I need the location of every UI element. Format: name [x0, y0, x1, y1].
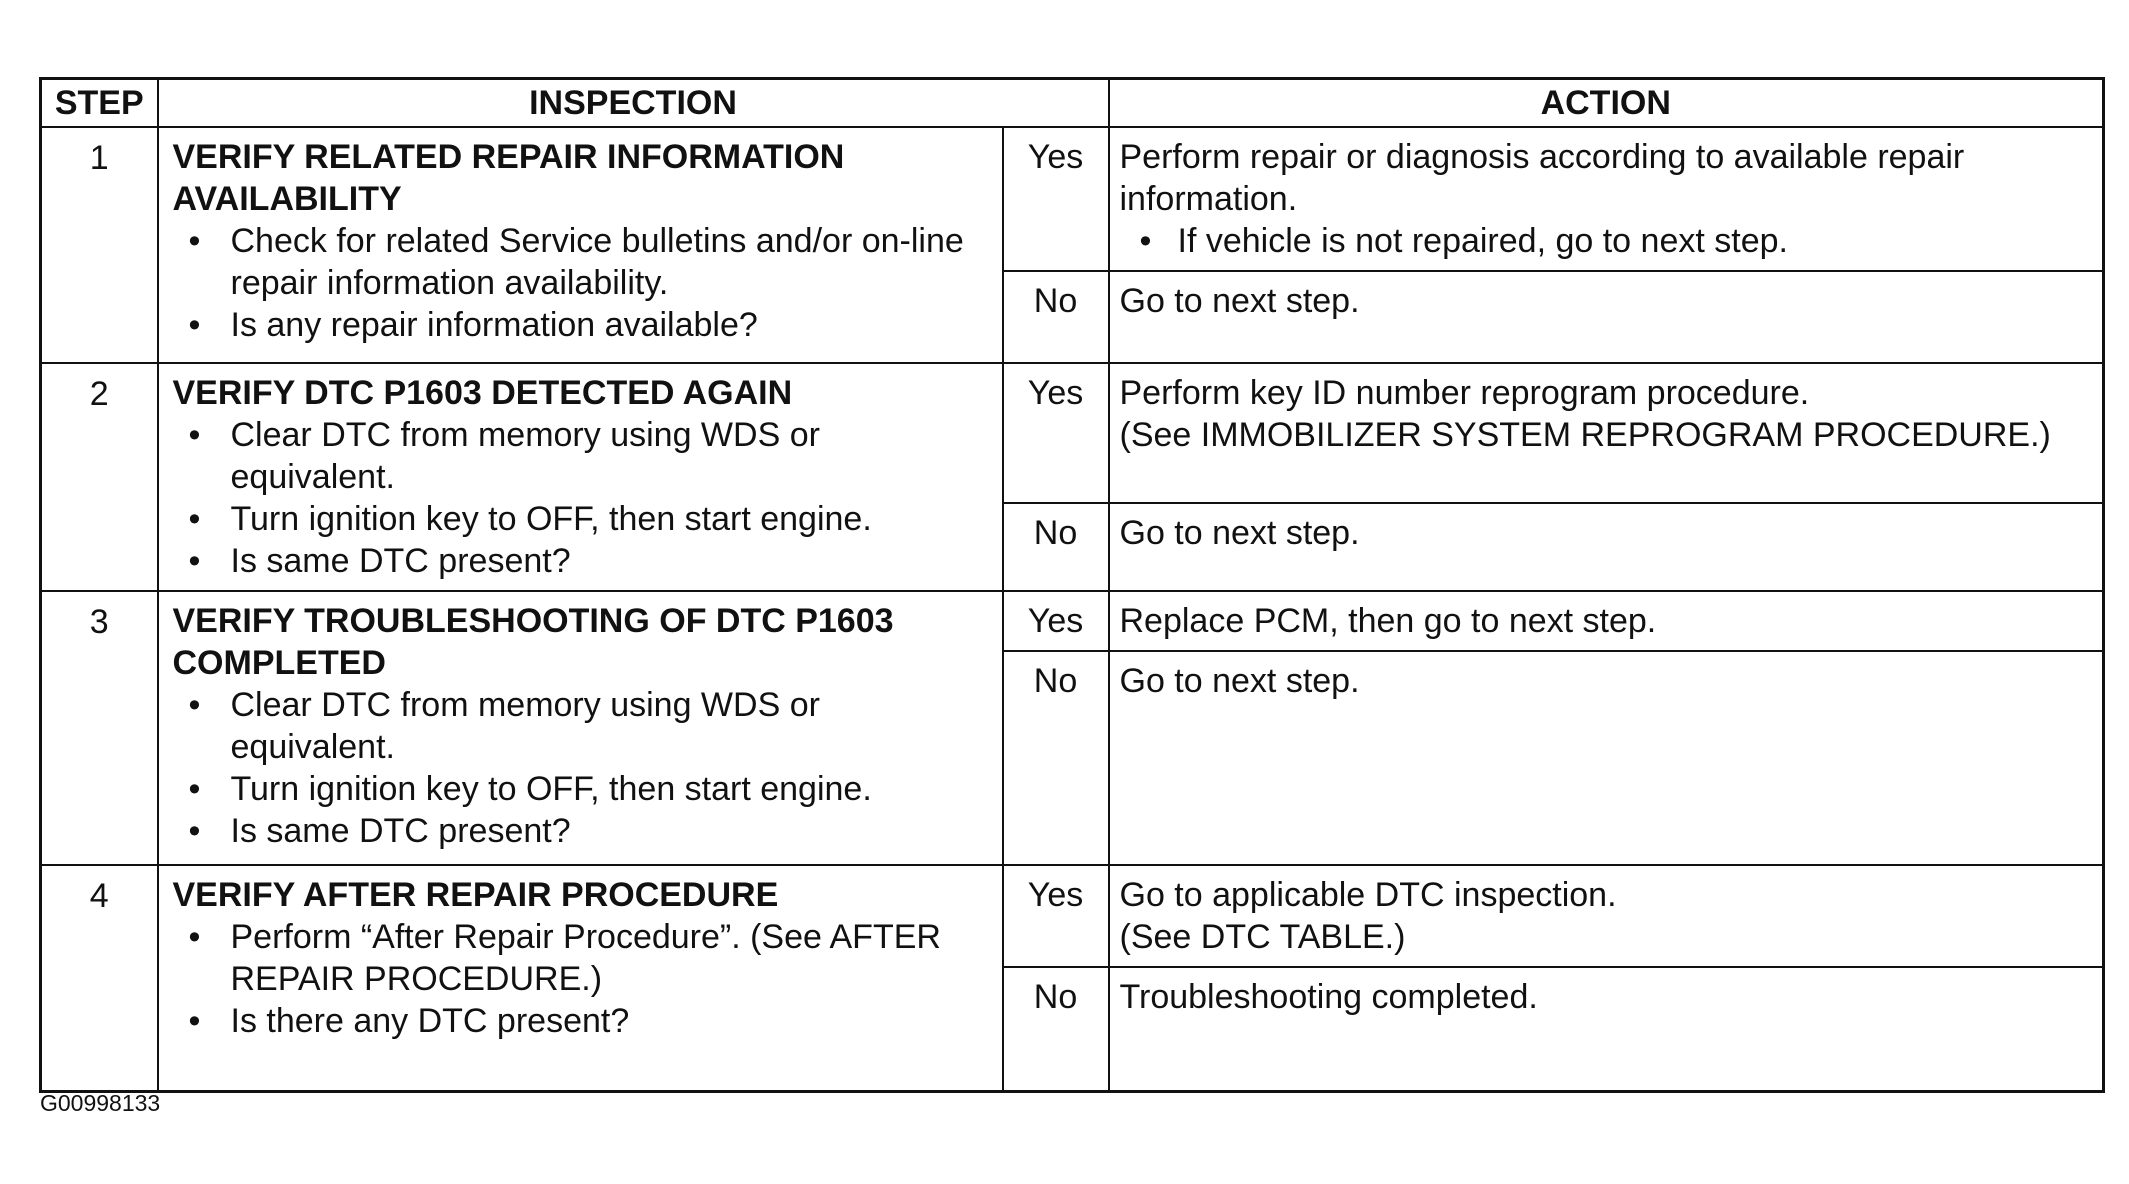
step-number: 2 [41, 363, 158, 591]
inspection-bullets [173, 684, 992, 852]
action-text: Troubleshooting completed. [1119, 978, 1538, 1016]
step-number: 1 [41, 127, 158, 363]
inspection-cell [158, 591, 1003, 865]
no-label: No [1003, 503, 1109, 591]
inspection-bullet: • Perform “After Repair Procedure”. (See AFTER REPAIR PROCEDURE.) [173, 916, 992, 1000]
inspection-title: VERIFY DTC P1603 DETECTED AGAIN [172, 374, 793, 412]
inspection-title: VERIFY RELATED REPAIR INFORMATION AVAILABILITY [172, 138, 845, 218]
step-number: 3 [41, 591, 158, 865]
inspection-title: VERIFY TROUBLESHOOTING OF DTC P1603 COMPLETED [172, 602, 894, 682]
inspection-bullet: • Is same DTC present? [173, 540, 992, 582]
inspection-bullets [173, 916, 992, 1042]
inspection-bullet: • Clear DTC from memory using WDS or equivalent. [173, 414, 992, 498]
step-row-yes [41, 865, 2104, 967]
no-label: No [1003, 967, 1109, 1091]
no-action [1109, 651, 2104, 865]
inspection-bullet: • Is any repair information available? [173, 304, 992, 346]
step-column-header: STEP [41, 79, 158, 128]
action-text: Go to applicable DTC inspection. [1119, 876, 1617, 914]
inspection-bullet: • Check for related Service bulletins and/or on-line repair information availability. [173, 220, 992, 304]
diagnostic-table [39, 77, 2105, 1093]
inspection-cell [158, 363, 1003, 591]
step-row-yes [41, 127, 2104, 271]
action-text: Go to next step. [1119, 282, 1360, 320]
inspection-title: VERIFY AFTER REPAIR PROCEDURE [172, 876, 779, 914]
action-bullet: • If vehicle is not repaired, go to next step. [1120, 220, 2093, 262]
inspection-cell [158, 127, 1003, 363]
header-row [41, 79, 2104, 128]
yes-action [1109, 591, 2104, 651]
inspection-bullet: • Clear DTC from memory using WDS or equivalent. [173, 684, 992, 768]
action-text: Perform key ID number reprogram procedure. [1119, 374, 1810, 412]
action-text: (See DTC TABLE.) [1119, 918, 1406, 956]
action-column-header: ACTION [1109, 79, 2104, 128]
yes-action [1109, 865, 2104, 967]
yes-label: Yes [1003, 363, 1109, 503]
no-action [1109, 503, 2104, 591]
inspection-bullets [173, 414, 992, 582]
action-text: (See IMMOBILIZER SYSTEM REPROGRAM PROCEDURE.) [1119, 416, 2051, 454]
inspection-bullets [173, 220, 992, 346]
yes-label: Yes [1003, 127, 1109, 271]
step-number: 4 [41, 865, 158, 1091]
inspection-bullet: • Is same DTC present? [173, 810, 992, 852]
yes-label: Yes [1003, 591, 1109, 651]
step-row-yes [41, 591, 2104, 651]
no-label: No [1003, 651, 1109, 865]
inspection-cell [158, 865, 1003, 1091]
action-text: Perform repair or diagnosis according to available repair information. [1119, 138, 1965, 218]
figure-id: G00998133 [40, 1090, 161, 1116]
yes-label: Yes [1003, 865, 1109, 967]
no-label: No [1003, 271, 1109, 363]
inspection-bullet: • Turn ignition key to OFF, then start engine. [173, 768, 992, 810]
inspection-column-header: INSPECTION [158, 79, 1109, 128]
inspection-bullet: • Turn ignition key to OFF, then start engine. [173, 498, 992, 540]
no-action [1109, 271, 2104, 363]
action-text: Go to next step. [1119, 514, 1360, 553]
action-text: Go to next step. [1119, 662, 1360, 700]
yes-action [1109, 363, 2104, 503]
yes-action [1109, 127, 2104, 271]
inspection-bullet: • Is there any DTC present? [173, 1000, 992, 1042]
action-text: Replace PCM, then go to next step. [1119, 602, 1657, 640]
step-row-yes [41, 363, 2104, 503]
no-action [1109, 967, 2104, 1091]
